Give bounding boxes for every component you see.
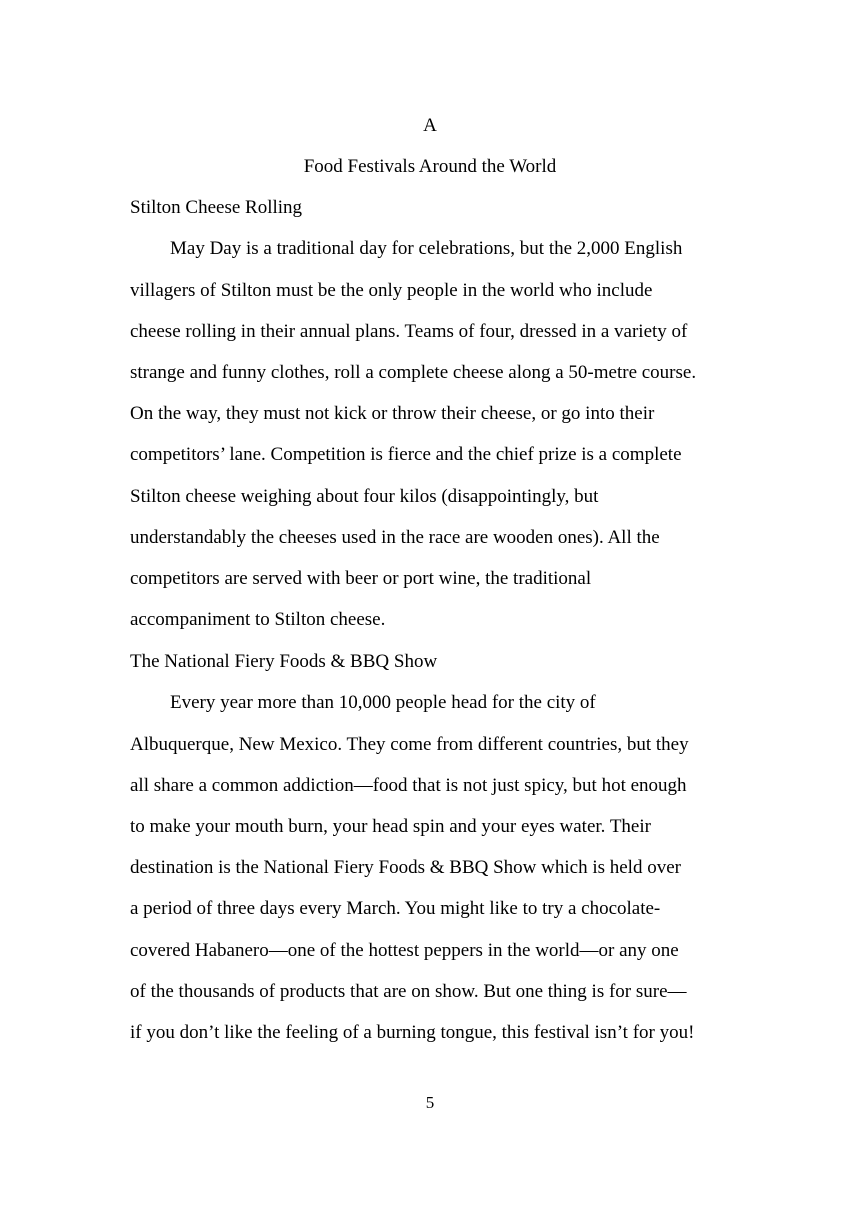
paragraph-line: On the way, they must not kick or throw their cheese, or go into their [130, 403, 655, 424]
section-heading: The National Fiery Foods & BBQ Show [130, 651, 438, 672]
page-number: 5 [425, 1093, 435, 1112]
paragraph-line: destination is the National Fiery Foods & BBQ Show which is held over [130, 857, 681, 878]
paragraph-line: competitors are served with beer or port wine, the traditional [130, 568, 592, 589]
paragraph-line: cheese rolling in their annual plans. Teams of four, dressed in a variety of [130, 321, 688, 342]
paragraph-line: understandably the cheeses used in the race are wooden ones). All the [130, 527, 660, 548]
paragraph-line: Every year more than 10,000 people head for the city of [170, 692, 596, 713]
paragraph-line: a period of three days every March. You might like to try a chocolate- [130, 898, 661, 919]
paragraph-line: May Day is a traditional day for celebrations, but the 2,000 English [170, 238, 683, 259]
section-letter: A [423, 115, 437, 136]
paragraph-line: all share a common addiction—food that is not just spicy, but hot enough [130, 775, 687, 796]
page-title: Food Festivals Around the World [303, 156, 557, 177]
paragraph-line: covered Habanero—one of the hottest peppers in the world—or any one [130, 940, 679, 961]
paragraph-line: competitors’ lane. Competition is fierce and the chief prize is a complete [130, 444, 682, 465]
section-heading: Stilton Cheese Rolling [130, 197, 303, 218]
paragraph-line: of the thousands of products that are on show. But one thing is for sure— [130, 981, 687, 1002]
paragraph-line: if you don’t like the feeling of a burning tongue, this festival isn’t for you! [130, 1022, 695, 1043]
paragraph-line: villagers of Stilton must be the only people in the world who include [130, 280, 653, 301]
paragraph-line: Albuquerque, New Mexico. They come from different countries, but they [130, 734, 689, 755]
paragraph-line: Stilton cheese weighing about four kilos (disappointingly, but [130, 486, 599, 507]
paragraph-line: to make your mouth burn, your head spin and your eyes water. Their [130, 816, 651, 837]
paragraph-line: accompaniment to Stilton cheese. [130, 609, 386, 630]
paragraph-line: strange and funny clothes, roll a complete cheese along a 50-metre course. [130, 362, 697, 383]
